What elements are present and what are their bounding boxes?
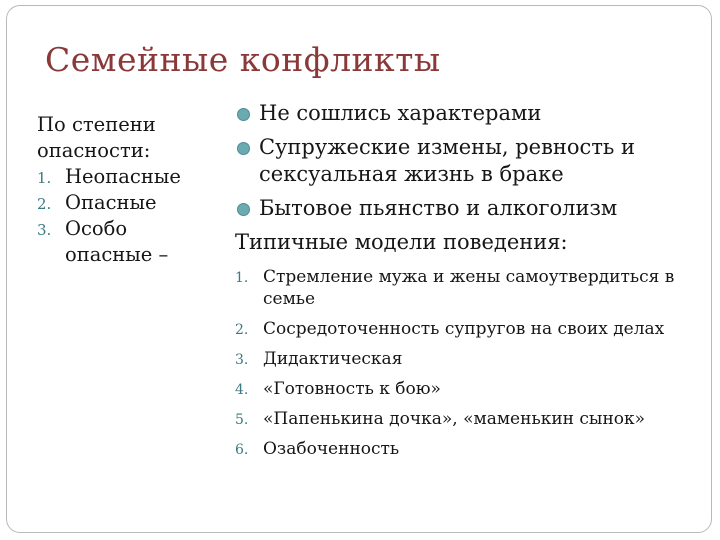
behavior-model-label: Стремление мужа и жены самоутвердиться в семье — [263, 267, 675, 309]
behavior-model-label: Сосредоточенность супругов на своих делах — [263, 319, 665, 339]
danger-level-number: 1. — [37, 169, 52, 187]
danger-level-item — [37, 216, 227, 268]
behavior-model-label: Дидактическая — [263, 349, 403, 369]
danger-levels-heading: По степени опасности: — [37, 113, 156, 162]
behavior-models-list — [235, 266, 705, 460]
danger-level-item — [37, 164, 227, 190]
behavior-model-number: 1. — [235, 270, 249, 286]
danger-level-label: Особо опасные – — [65, 217, 169, 266]
cause-label: Бытовое пьянство и алкоголизм — [259, 196, 618, 220]
behavior-model-item — [235, 348, 705, 370]
bullet-dot-icon — [237, 108, 250, 121]
cause-label: Не сошлись характерами — [259, 101, 542, 125]
bullet-dot-icon — [237, 142, 250, 155]
behavior-models-heading: Типичные модели поведения: — [235, 230, 568, 254]
danger-level-label: Неопасные — [65, 165, 181, 188]
causes-column — [235, 100, 705, 468]
causes-list — [235, 100, 705, 222]
behavior-model-number: 3. — [235, 352, 249, 368]
danger-level-number: 3. — [37, 221, 52, 239]
cause-item — [235, 100, 705, 127]
behavior-model-label: Озабоченность — [263, 439, 400, 459]
cause-label: Супружеские измены, ревность и сексуальная жизнь в браке — [259, 135, 636, 186]
behavior-model-item — [235, 266, 705, 310]
behavior-model-label: «Папенькина дочка», «маменькин сынок» — [263, 409, 646, 429]
behavior-model-item — [235, 408, 705, 430]
behavior-model-label: «Готовность к бою» — [263, 379, 441, 399]
behavior-model-item — [235, 438, 705, 460]
behavior-model-number: 6. — [235, 442, 249, 458]
danger-levels-list — [37, 164, 227, 268]
cause-item — [235, 134, 705, 188]
bullet-dot-icon — [237, 203, 250, 216]
behavior-model-item — [235, 318, 705, 340]
slide-title: Семейные конфликты — [45, 40, 441, 79]
cause-item — [235, 195, 705, 222]
danger-level-label: Опасные — [65, 191, 157, 214]
danger-level-item — [37, 190, 227, 216]
behavior-model-item — [235, 378, 705, 400]
behavior-model-number: 4. — [235, 382, 249, 398]
danger-levels-column — [37, 112, 227, 268]
behavior-model-number: 2. — [235, 322, 249, 338]
behavior-model-number: 5. — [235, 412, 249, 428]
danger-level-number: 2. — [37, 195, 52, 213]
